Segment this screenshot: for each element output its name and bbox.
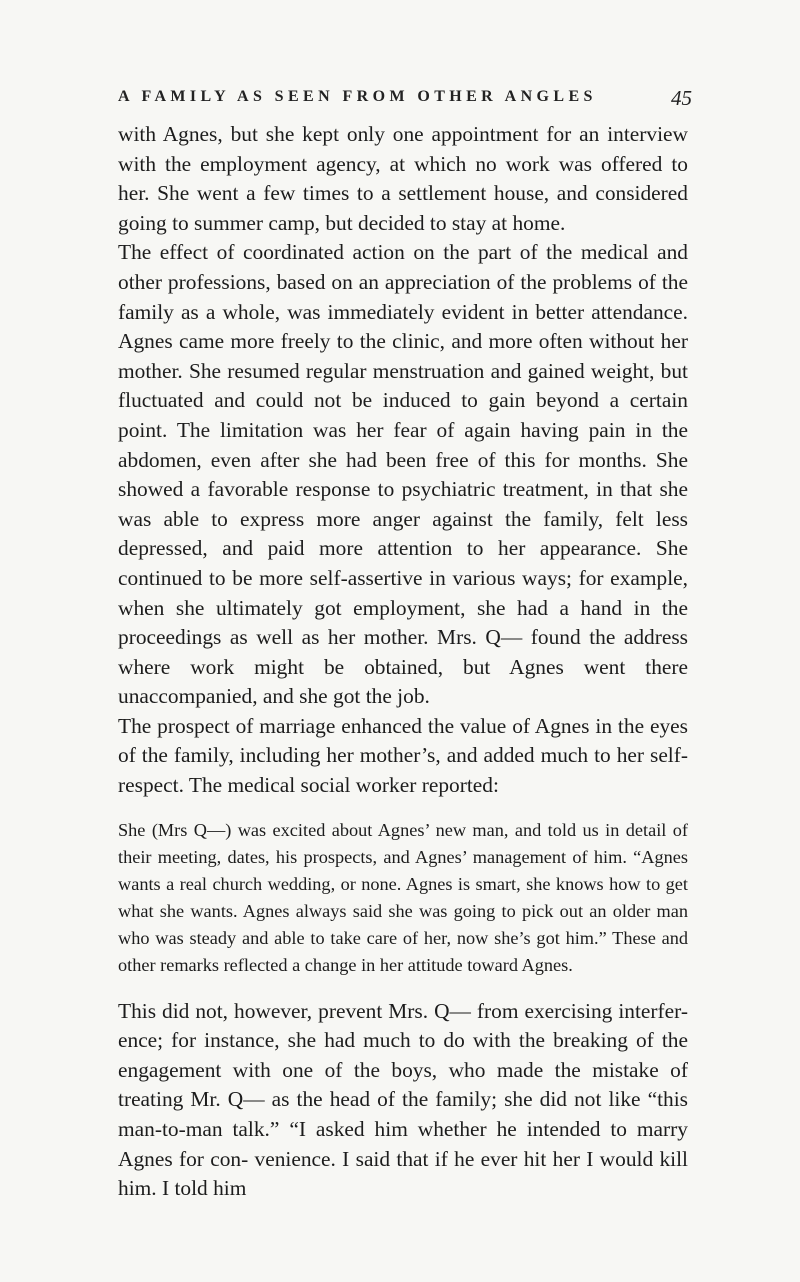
paragraph-4: This did not, however, prevent Mrs. Q— from exercising interfer- ence; for instance, she had much to do with the breaking of the engagement with one of the boys, who made the mistake of treating Mr. Q— as the head of the family; she did not like “this man-to-man talk.” “I asked him whether he intended to marry Agnes for con- venience. I said that if he ever hit her I would kill him. I told him bbox=[118, 998, 688, 1201]
running-head bbox=[110, 88, 692, 114]
paragraph-2: The effect of coordinated action on the part of the medical and other professions, based on an appreciation of the problems of the family as a whole, was immediately evident in better attendance. Agnes came more freely to the clinic, and more often without her mother. She resumed regular menstruation and gained weight, but fluctuated and could not be induced to gain beyond a certain point. The limitation was her fear of again having pain in the abdomen, even after she had been free of this for months. She showed a favorable response to psychiatric treatment, in that she was able to express more anger against the family, felt less depressed, and paid more attention to her appearance. She continued to be more self-assertive in various ways; for example, when she ultimately got employment, she had a hand in the proceedings as well as her mother. Mrs. Q— found the address where work might be obtained, but Agnes went there unaccompanied, and she got the job. bbox=[118, 240, 688, 709]
chapter-title: A FAMILY AS SEEN FROM OTHER ANGLES bbox=[118, 88, 597, 105]
paragraph-1: with Agnes, but she kept only one appointment for an interview with the employment agency, at which no work was offered to her. She went a few times to a settlement house, and considered going to summer camp, but decided to stay at home. bbox=[118, 122, 688, 235]
body-text bbox=[118, 120, 688, 1204]
paragraph-3: The prospect of marriage enhanced the value of Agnes in the eyes of the family, including her mother’s, and added much to her self-respect. The medical social worker reported: bbox=[118, 713, 688, 798]
block-quote: She (Mrs Q—) was excited about Agnes’ new man, and told us in detail of their meeting, dates, his prospects, and Agnes’ management of him. “Agnes wants a real church wedding, or none. Agnes is smart, she knows how to get what she wants. Agnes always said she was going to pick out an older man who was steady and able to take care of her, now she’s got him.” These and other remarks reflected a change in her attitude toward Agnes. bbox=[118, 819, 688, 975]
page-number: 45 bbox=[671, 86, 692, 110]
